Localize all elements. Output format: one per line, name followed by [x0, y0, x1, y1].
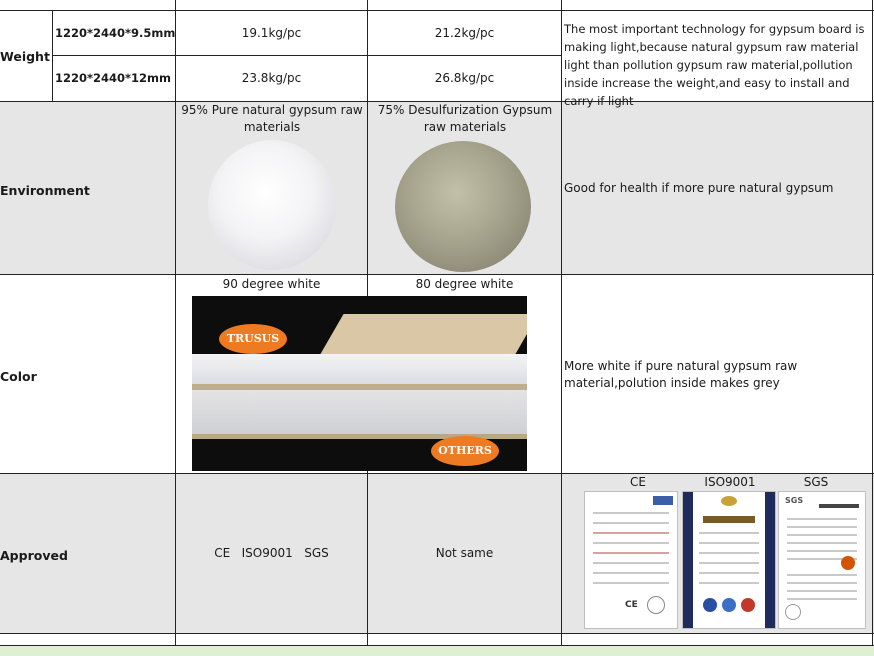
others-white-caption: 80 degree white — [415, 277, 514, 291]
others-weight-12mm: 26.8kg/pc — [434, 71, 495, 85]
approved-label: Approved — [0, 548, 68, 563]
trusus-weight-12mm: 23.8kg/pc — [241, 71, 302, 85]
trusus-weight-9-5mm: 19.1kg/pc — [241, 26, 302, 40]
white-gypsum-powder-image — [208, 140, 336, 270]
iso9001-certificate-image — [682, 491, 776, 629]
others-tag: OTHERS — [431, 436, 499, 466]
environment-label: Environment — [0, 183, 90, 198]
spec-12mm: 1220*2440*12mm — [55, 71, 172, 85]
environment-note: Good for health if more pure natural gypsum — [564, 181, 834, 195]
weight-note: The most important technology for gypsum board is making light,because natural gypsum raw material light than pollution gypsum raw material,pollution inside increase the weight,and easy to install and carry if light — [564, 22, 865, 108]
others-weight-9-5mm: 21.2kg/pc — [434, 26, 495, 40]
sgs-certificate-image: SGS — [778, 491, 866, 629]
others-certifications: Not same — [435, 546, 494, 560]
others-material-caption: 75% Desulfurization Gypsum raw materials — [377, 103, 553, 134]
cert-label-sgs: SGS — [803, 475, 829, 489]
color-label: Color — [0, 369, 37, 384]
bottom-strip — [0, 645, 874, 656]
color-note: More white if pure natural gypsum raw material,polution inside makes grey — [564, 359, 798, 390]
ce-certificate-image: CE — [584, 491, 678, 629]
cert-label-iso9001: ISO9001 — [704, 475, 756, 489]
spec-9-5mm: 1220*2440*9.5mm — [55, 26, 176, 40]
trusus-white-caption: 90 degree white — [222, 277, 321, 291]
trusus-certifications: CE ISO9001 SGS — [214, 546, 329, 560]
trusus-tag: TRUSUS — [219, 324, 287, 354]
cert-label-ce: CE — [630, 475, 646, 489]
trusus-material-caption: 95% Pure natural gypsum raw materials — [181, 103, 363, 134]
grey-gypsum-powder-image — [395, 141, 531, 272]
weight-label: Weight — [0, 49, 50, 64]
